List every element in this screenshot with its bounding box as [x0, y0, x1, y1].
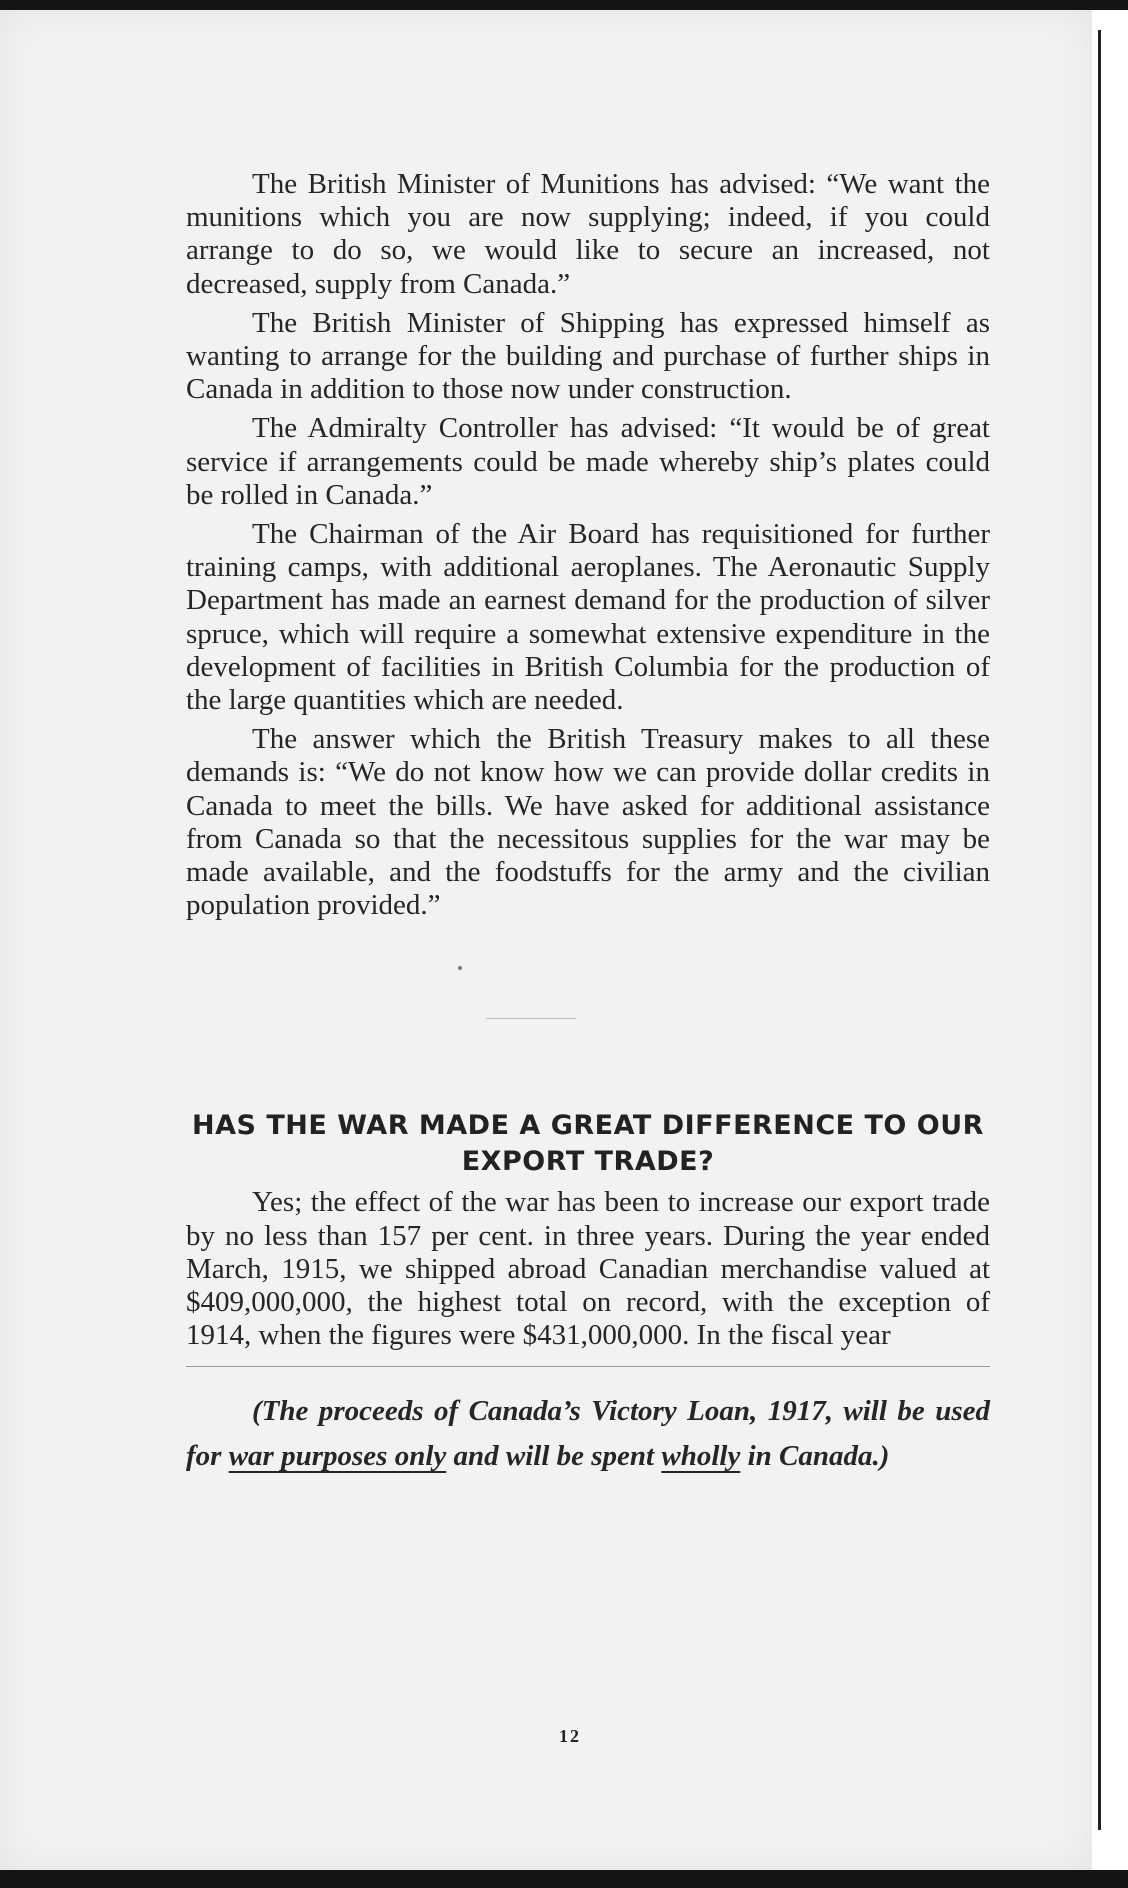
- note-underlined-wholly: wholly: [661, 1440, 741, 1473]
- separator-dash: [486, 1018, 576, 1019]
- paragraph-admiralty: The Admiralty Controller has advised: “It would be of great service if arrangements could be made whereby ship’s plates could be rolled in Canada.”: [186, 412, 990, 511]
- page-content: [186, 168, 990, 1479]
- footnote-rule: [186, 1366, 990, 1367]
- scan-border: [0, 1870, 1128, 1888]
- note-text-2: and will be spent: [446, 1440, 662, 1473]
- paragraph-air-board: The Chairman of the Air Board has requisitioned for further training camps, with additional aeroplanes. The Aeronautic Supply Department has made an earnest demand for the production of silver spruce, which will require a somewhat extensive expenditure in the development of facilities in British Columbia for the production of the large quantities which are needed.: [186, 518, 990, 717]
- paragraph-shipping: The British Minister of Shipping has expressed himself as wanting to arrange for the building and purchase of further ships in Canada in addition to those now under construction.: [186, 306, 990, 406]
- page-number: 12: [559, 1726, 581, 1746]
- note-text-3: in Canada.): [740, 1440, 890, 1473]
- binding-edge-line: [1098, 30, 1101, 1830]
- paragraph-treasury: The answer which the British Treasury makes to all these demands is: “We do not know how we can provide dollar credits in Canada to meet the bills. We have asked for additional assistance from Canada so that the necessitous supplies for the war may be made available, and the foodstuffs for the army and the civilian population provided.”: [186, 723, 990, 922]
- separator-dot: [458, 966, 462, 970]
- paragraph-munitions: The British Minister of Munitions has advised: “We want the munitions which you are now supplying; indeed, if you could arrange to do so, we would like to secure an increased, not decreased, supply from Canada.”: [186, 168, 990, 300]
- note-text-1: (The proceeds of Canada’s Victory Loan, 1917, will be used for: [186, 1395, 990, 1473]
- note-underlined-war-purposes: war purposes only: [228, 1440, 447, 1473]
- document-page: [0, 10, 1092, 1870]
- paragraph-export-trade: Yes; the effect of the war has been to increase our export trade by no less than 157 per cent. in three years. During the year ended March, 1915, we shipped abroad Canadian merchandise valued at $409,000,000, the highest total on record, with the exception of 1914, when the figures were $431,000,000. In the fiscal year: [186, 1186, 990, 1352]
- binding-edge: [1092, 10, 1128, 1870]
- section-heading: HAS THE WAR MADE A GREAT DIFFERENCE TO OUR EXPORT TRADE?: [192, 1110, 984, 1178]
- section-separator: [186, 928, 990, 1048]
- victory-loan-note: [186, 1389, 990, 1479]
